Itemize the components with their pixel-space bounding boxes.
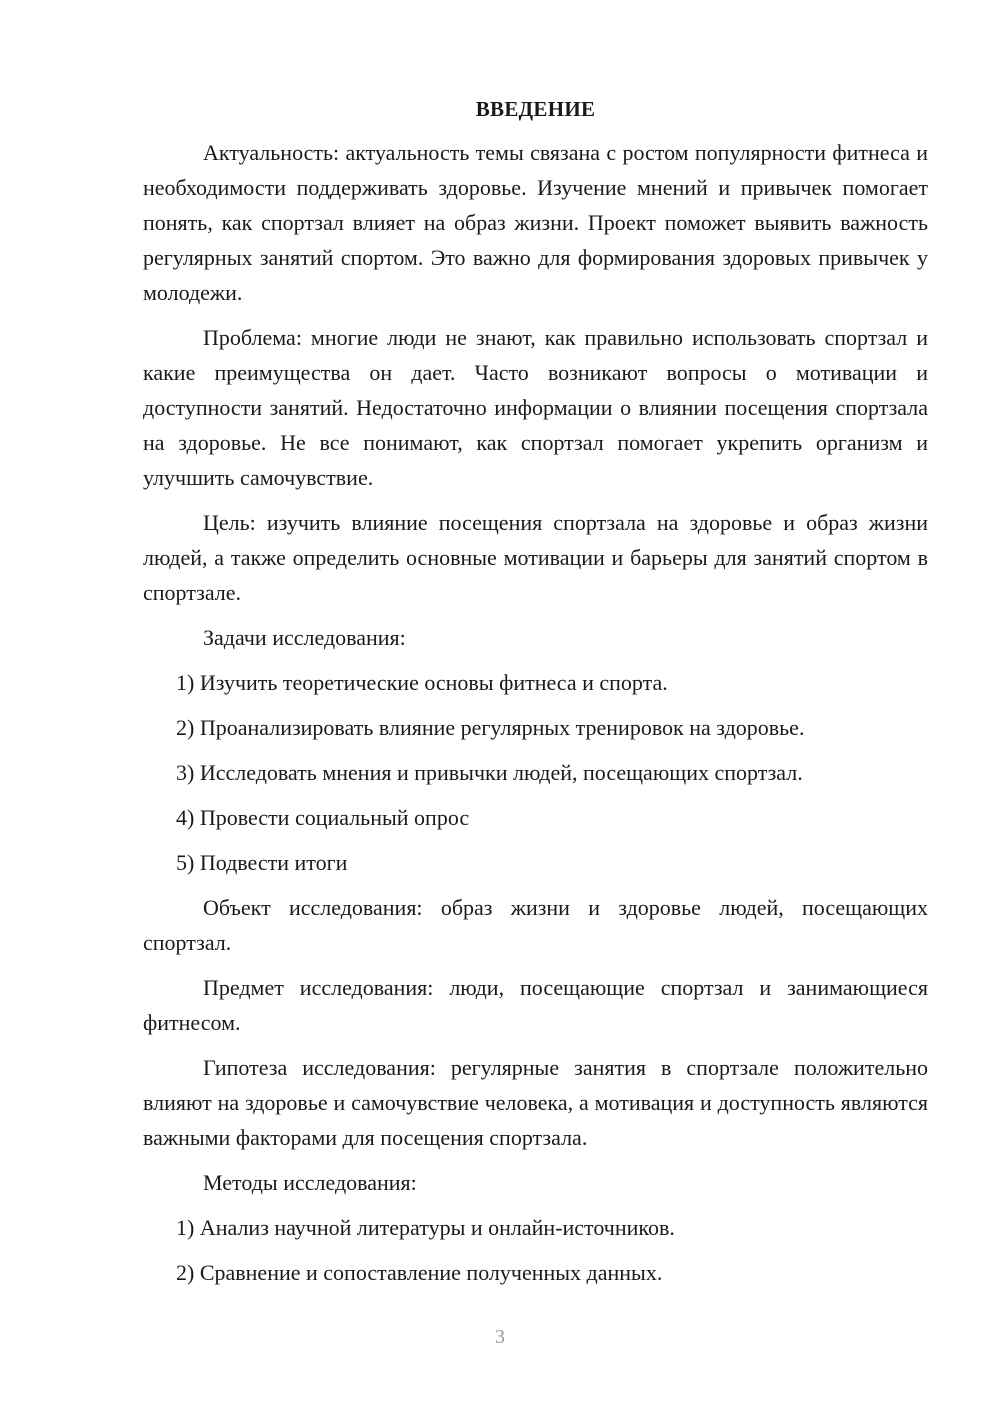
page-number: 3 (495, 1326, 505, 1348)
tasks-label: Задачи исследования: (203, 625, 406, 650)
method-item-1: 1) Анализ научной литературы и онлайн-источников. (176, 1215, 675, 1240)
method-item-2: 2) Сравнение и сопоставление полученных данных. (176, 1260, 663, 1285)
task-item-3: 3) Исследовать мнения и привычки людей, посещающих спортзал. (176, 760, 803, 785)
task-item-1: 1) Изучить теоретические основы фитнеса и спорта. (176, 670, 668, 695)
task-item-5: 5) Подвести итоги (176, 850, 348, 875)
methods-label: Методы исследования: (203, 1170, 417, 1195)
subject-paragraph: Предмет исследования: люди, посещающие спортзал и занимающиеся фитнесом. (143, 975, 928, 1035)
object-paragraph: Объект исследования: образ жизни и здоровье людей, посещающих спортзал. (143, 895, 928, 955)
problem-paragraph: Проблема: многие люди не знают, как правильно использовать спортзал и какие преимущества он дает. Часто возникают вопросы о мотивации и доступности занятий. Недостаточно информации о влиянии посещения спортзала на здоровье. Не все понимают, как спортзал помогает укрепить организм и улучшить самочувствие. (143, 325, 928, 490)
document-page (143, 92, 928, 1300)
goal-paragraph: Цель: изучить влияние посещения спортзала на здоровье и образ жизни людей, а также определить основные мотивации и барьеры для занятий спортом в спортзале. (143, 510, 928, 605)
relevance-paragraph: Актуальность: актуальность темы связана с ростом популярности фитнеса и необходимости поддерживать здоровье. Изучение мнений и привычек помогает понять, как спортзал влияет на образ жизни. Проект поможет выявить важность регулярных занятий спортом. Это важно для формирования здоровых привычек у молодежи. (143, 140, 928, 305)
task-item-4: 4) Провести социальный опрос (176, 805, 470, 830)
task-item-2: 2) Проанализировать влияние регулярных тренировок на здоровье. (176, 715, 805, 740)
page-title: ВВЕДЕНИЕ (475, 97, 596, 121)
hypothesis-paragraph: Гипотеза исследования: регулярные занятия в спортзале положительно влияют на здоровье и самочувствие человека, а мотивация и доступность являются важными факторами для посещения спортзала. (143, 1055, 928, 1150)
